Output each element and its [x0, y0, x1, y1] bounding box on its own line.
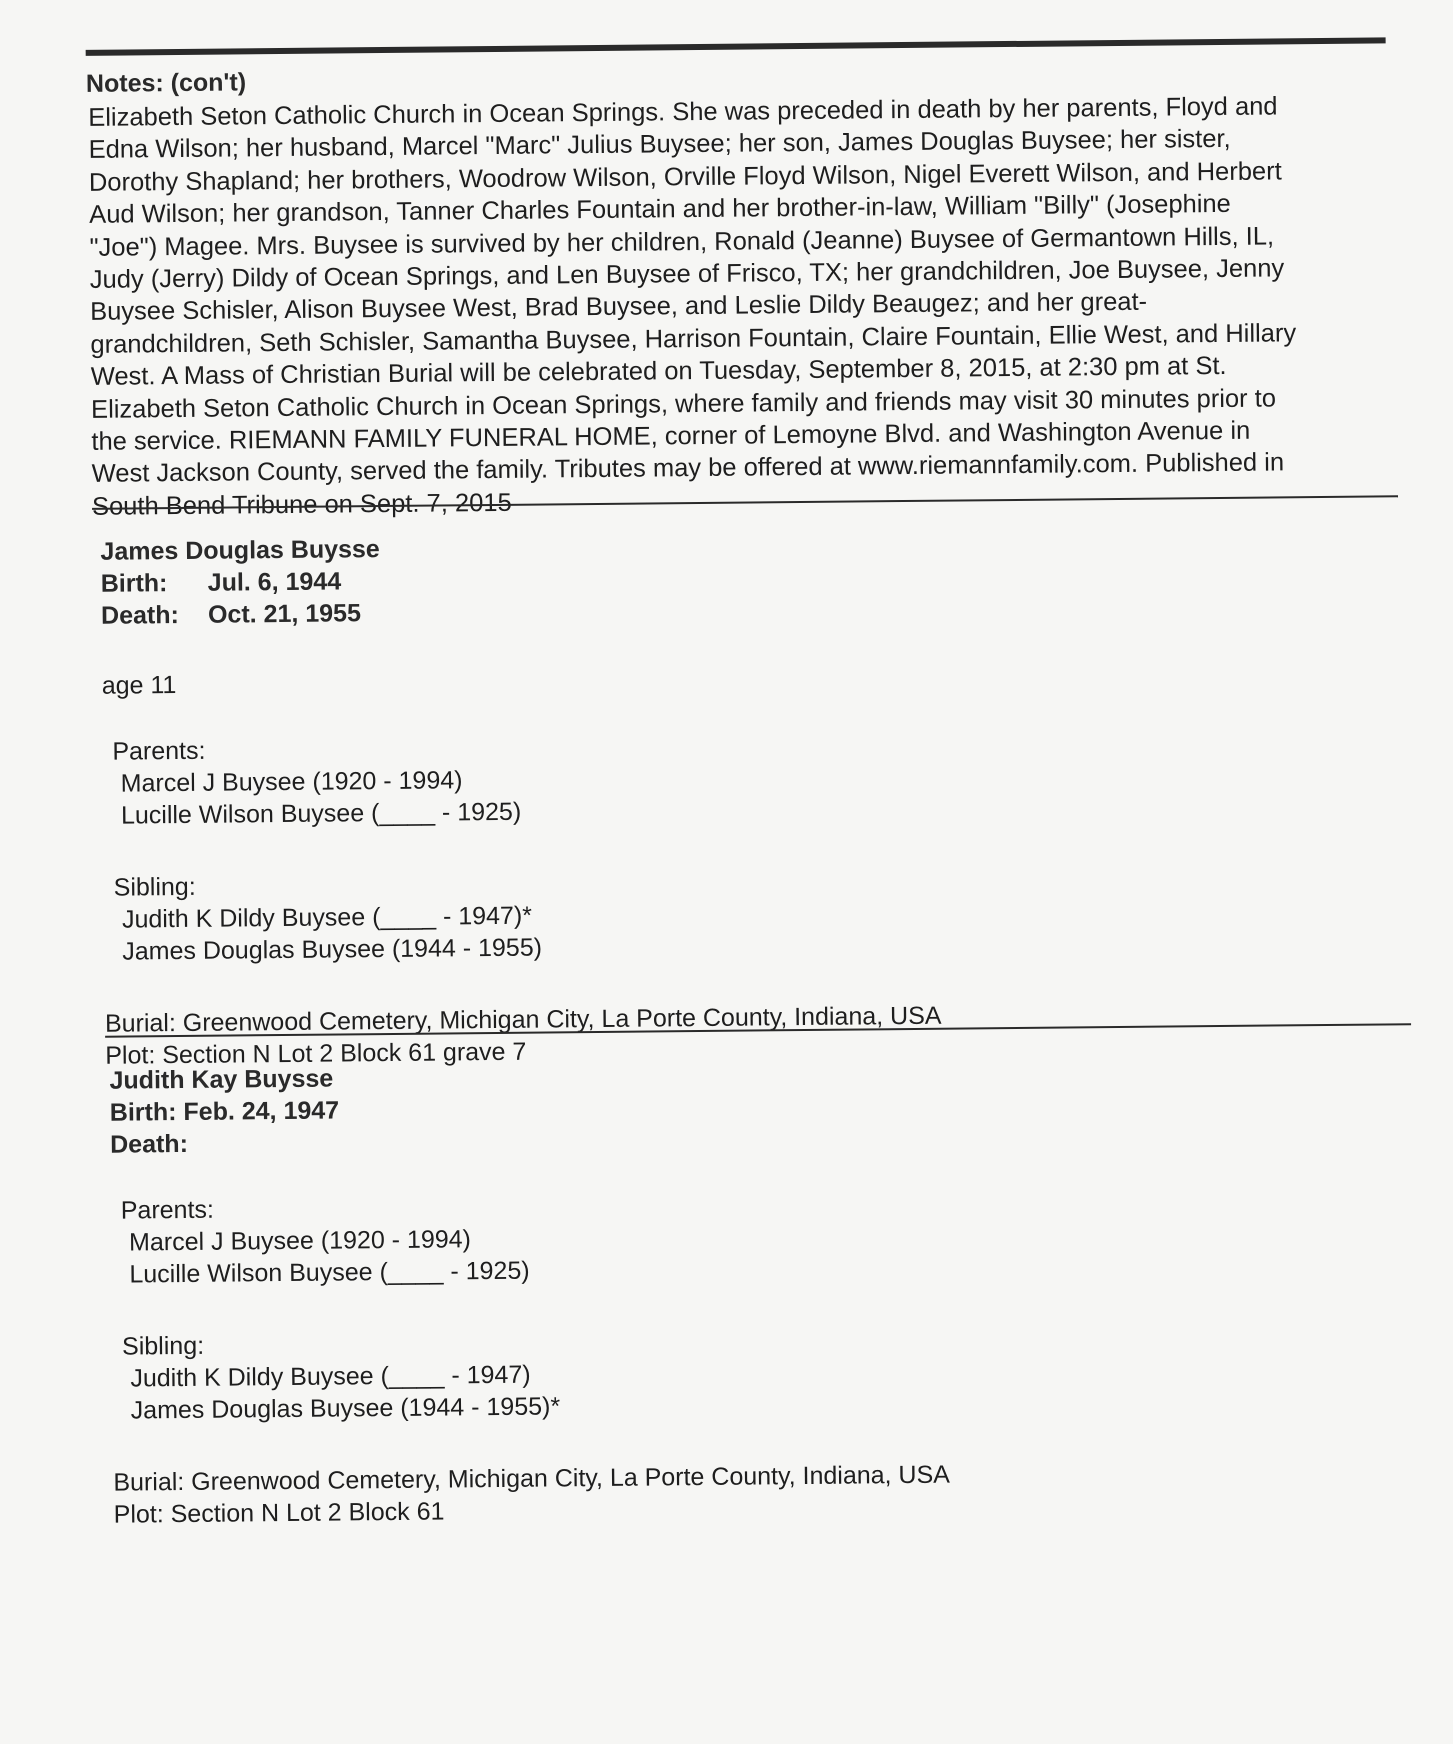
obituary-notes: [88, 89, 1390, 523]
birth-value: Jul. 6, 1944: [208, 567, 342, 596]
parents-label: Parents:: [111, 1187, 948, 1227]
top-rule: [86, 37, 1386, 55]
notes-line: "Joe") Magee. Mrs. Buysee is survived by her children, Ronald (Jeanne) Buysee of Germantown Hills, IL,: [89, 219, 1387, 264]
birth-value: Feb. 24, 1947: [183, 1096, 339, 1125]
plot-text: Plot: Section N Lot 2 Block 61 grave 7: [105, 1032, 942, 1072]
notes-line: Judy (Jerry) Dildy of Ocean Springs, and Len Buysee of Frisco, TX; her grandchildren, Joe Buysee, Jenny: [90, 251, 1388, 296]
sibling-entry: James Douglas Buysee (1944 - 1955): [104, 928, 941, 968]
death-label: Death:: [110, 1130, 188, 1159]
notes-line: grandchildren, Seth Schisler, Samantha Buysee, Harrison Fountain, Claire Fountain, Ellie West, and Hillary: [90, 316, 1388, 361]
sibling-entry: Judith K Dildy Buysee (____ - 1947): [112, 1355, 949, 1395]
plot-text: Plot: Section N Lot 2 Block 61: [114, 1491, 951, 1531]
parent-entry: Marcel J Buysee (1920 - 1994): [111, 1219, 948, 1259]
sibling-label: Sibling:: [112, 1323, 949, 1363]
parent-entry: Lucille Wilson Buysee (____ - 1925): [103, 792, 940, 832]
person-name: James Douglas Buysse: [100, 528, 937, 568]
burial-text: Burial: Greenwood Cemetery, Michigan City, La Porte County, Indiana, USA: [113, 1459, 950, 1499]
notes-line: Dorothy Shapland; her brothers, Woodrow Wilson, Orville Floyd Wilson, Nigel Everett Wilson, and Herbert: [89, 154, 1387, 199]
age-text: age 11: [102, 662, 939, 702]
sibling-entry: James Douglas Buysee (1944 - 1955)*: [113, 1387, 950, 1427]
sibling-label: Sibling:: [104, 864, 941, 904]
notes-line: South Bend Tribune on Sept. 7, 2015: [92, 478, 1390, 523]
death-label: Death:: [101, 599, 201, 632]
person-entry-judith: [109, 1057, 950, 1531]
birth-label: Birth:: [101, 567, 201, 600]
burial-text: Burial: Greenwood Cemetery, Michigan City, La Porte County, Indiana, USA: [105, 1000, 942, 1040]
notes-line: Edna Wilson; her husband, Marcel "Marc" Julius Buysee; her son, James Douglas Buysee; her sister,: [88, 122, 1386, 167]
birth-label: Birth:: [110, 1098, 177, 1127]
person-name: Judith Kay Buysse: [109, 1057, 946, 1097]
person-entry-james: [100, 528, 942, 1072]
death-value: Oct. 21, 1955: [208, 599, 361, 628]
parent-entry: Marcel J Buysee (1920 - 1994): [103, 760, 940, 800]
sibling-entry: Judith K Dildy Buysee (____ - 1947)*: [104, 896, 941, 936]
notes-line: Elizabeth Seton Catholic Church in Ocean Springs. She was preceded in death by her parents, Floyd and: [88, 89, 1386, 134]
notes-line: West. A Mass of Christian Burial will be celebrated on Tuesday, September 8, 2015, at 2:30 pm at St.: [91, 349, 1389, 394]
notes-line: Buysee Schisler, Alison Buysee West, Brad Buysee, and Leslie Dildy Beaugez; and her great-: [90, 284, 1388, 329]
notes-line: the service. RIEMANN FAMILY FUNERAL HOME, corner of Lemoyne Blvd. and Washington Avenue in: [91, 413, 1389, 458]
notes-line: West Jackson County, served the family. Tributes may be offered at www.riemannfamily.com. Published in: [92, 446, 1390, 491]
notes-line: Aud Wilson; her grandson, Tanner Charles Fountain and her brother-in-law, William "Billy" (Josephine: [89, 187, 1387, 232]
parent-entry: Lucille Wilson Buysee (____ - 1925): [111, 1251, 948, 1291]
notes-header: Notes: (con't): [86, 68, 246, 99]
notes-line: Elizabeth Seton Catholic Church in Ocean Springs, where family and friends may visit 30 minutes prior to: [91, 381, 1389, 426]
parents-label: Parents:: [102, 728, 939, 768]
